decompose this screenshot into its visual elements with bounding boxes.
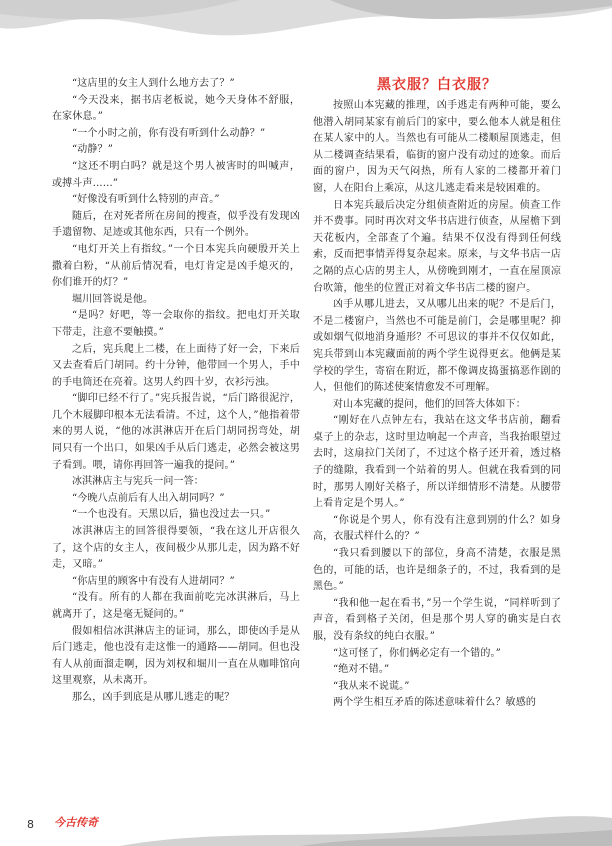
paragraph: “今晚八点前后有人出入胡同吗？” — [72, 492, 225, 504]
paragraph: 对山本宪藏的提问，他们的回答大体如下： — [333, 398, 526, 410]
paragraph: “这可怪了，你们俩必定有一个错的。” — [333, 647, 501, 659]
paragraph: “一个小时之前，你有没有听到什么动静？” — [72, 127, 266, 139]
paragraph: “绝对不错。” — [333, 664, 390, 676]
paragraph: 堀川回答说是他。 — [72, 293, 154, 305]
page-number: 8 — [27, 818, 34, 831]
paragraph: “没有。所有的人都在我面前吃完冰淇淋后，马上就离开了，这是毫无疑问的。” — [52, 592, 300, 620]
paragraph: 按照山本宪藏的推理，凶手逃走有两种可能，要么他潜入胡同某家有前后门的家中，要么他本人就是租住在某人家中的人。当然也有可能从二楼顺屋顶逃走，但从二楼调查结果看，临街的窗户没有动过的迹象。而后面的窗户，因为天气闷热，所有人家的二楼都开着门窗，人在阳台上乘凉，从这儿逃走看来是较困难的。 — [313, 100, 561, 194]
paragraph: “脚印已经不行了。”宪兵报告说，“后门路很泥泞，几个木屐脚印根本无法看清。不过，这个人，”他指着带来的男人说，“他的冰淇淋店开在后门胡同拐弯处，胡同只有一个出口，如果凶手从后门逃走，必然会被这男子看到。喂，请你再回答一遍我的提问。” — [52, 393, 300, 471]
paragraph: 冰淇淋店主的回答很得要领，“我在这儿开店很久了，这个店的女主人，夜间极少从那儿走，因为路不好走，又暗。” — [52, 526, 300, 571]
paragraph: “刚好在八点钟左右，我站在这文华书店前，翻看桌子上的杂志，这时里边响起一个声音，当我抬眼望过去时，这扇拉门关闭了，不过这个格子还开着，透过格子的缝隙，我看到一个站着的男人。但就在我看到的同时，那男人刚好关格子，所以详细情形不清楚。从腰带上看肯定是个男人。” — [313, 415, 561, 510]
paragraph: “是吗？好吧，等一会取你的指纹。把电灯开关取下带走，注意不要触摸。” — [52, 310, 300, 338]
paragraph: “这店里的女主人到什么地方去了？” — [72, 78, 235, 89]
paragraph: 两个学生相互矛盾的陈述意味着什么？敏感的 — [333, 697, 536, 709]
paragraph: “我从来不说谎。” — [333, 680, 410, 692]
header-decoration — [0, 0, 612, 60]
paragraph: 之后，宪兵爬上二楼，在上面待了好一会，下来后又去查看后门胡同。约十分钟，他带回一个男人，手中的手电筒还在亮着。这男人约四十岁，衣衫污浊。 — [52, 343, 300, 388]
paragraph: “好像没有听到什么特别的声音。” — [72, 194, 220, 206]
paragraph: 冰淇淋店主与宪兵一问一答： — [72, 476, 204, 488]
paragraph: “今天没来，据书店老板说，她今天身体不舒服，在家休息。” — [52, 94, 300, 123]
left-column — [52, 76, 300, 707]
paragraph: “我和他一起在看书，”另一个学生说，“同样听到了声音，看到格子关闭，但是那个男人穿的确实是白衣服，没有条纹的纯白衣服。” — [313, 597, 561, 642]
paragraph: “一个也没有。天黑以后，猫也没过去一只。” — [72, 509, 271, 521]
paragraph: “你说是个男人，你有没有注意到别的什么？如身高，衣服式样什么的？” — [313, 514, 561, 543]
paragraph: 随后，在对死者所在房间的搜查，似乎没有发现凶手遗留物、足迹或其他东西，只有一个例外。 — [52, 210, 300, 239]
paragraph: 那么，凶手到底是从哪儿逃走的呢？ — [72, 691, 235, 703]
paragraph: “你店里的顾客中有没有人进胡同？” — [72, 575, 235, 587]
section-title: 黑衣服？白衣服？ — [377, 77, 497, 93]
magazine-logo: 今古传奇 — [54, 816, 98, 829]
paragraph: 日本宪兵最后决定分组侦查附近的房屋。侦查工作并不费事。同时再次对文华书店进行侦查，从屋檐下到天花板内，全部查了个遍。结果不仅没有得到任何线索，反而把事情弄得复杂起来。原来，与文华书店一店之隔的点心店的男主人，从傍晚到刚才，一直在屋顶凉台吹箫，他坐的位置正对着文华书店二楼的窗户。 — [313, 199, 561, 294]
paragraph: 凶手从哪儿进去，又从哪儿出来的呢？不是后门，不是二楼窗户，当然也不可能是前门，会是哪里呢？抑或如烟气似地消身遁形？不可思议的事并不仅仅如此，宪兵带到山本宪藏面前的两个学生说得更玄。他俩是某学校的学生，寄宿在附近，都不像调皮捣蛋搞恶作剧的人，但他们的陈述使案情愈发不可理解。 — [313, 299, 561, 394]
right-column — [313, 76, 561, 712]
paragraph: 假如相信冰淇淋店主的证词，那么，即使凶手是从后门逃走，他也没有走这惟一的通路——胡同。但也没有人从前面溜走啊，因为刘权和堀川一直在从咖啡馆向这里观察，从未离开。 — [52, 625, 300, 687]
paragraph: “动静？” — [72, 144, 113, 156]
paragraph: “我只看到腰以下的部位，身高不清楚，衣服是黑色的，可能的话，也许是细条子的，不过，我看到的是黑色。” — [313, 548, 561, 593]
paragraph: “这还不明白吗？就是这个男人被害时的叫喊声，或搏斗声……” — [52, 160, 300, 189]
paragraph: “电灯开关上有指纹。”一个日本宪兵向硬殷开关上撒着白粉，“从前后情况看，电灯肯定是凶手熄灭的，你们谁开的灯？” — [52, 243, 300, 289]
